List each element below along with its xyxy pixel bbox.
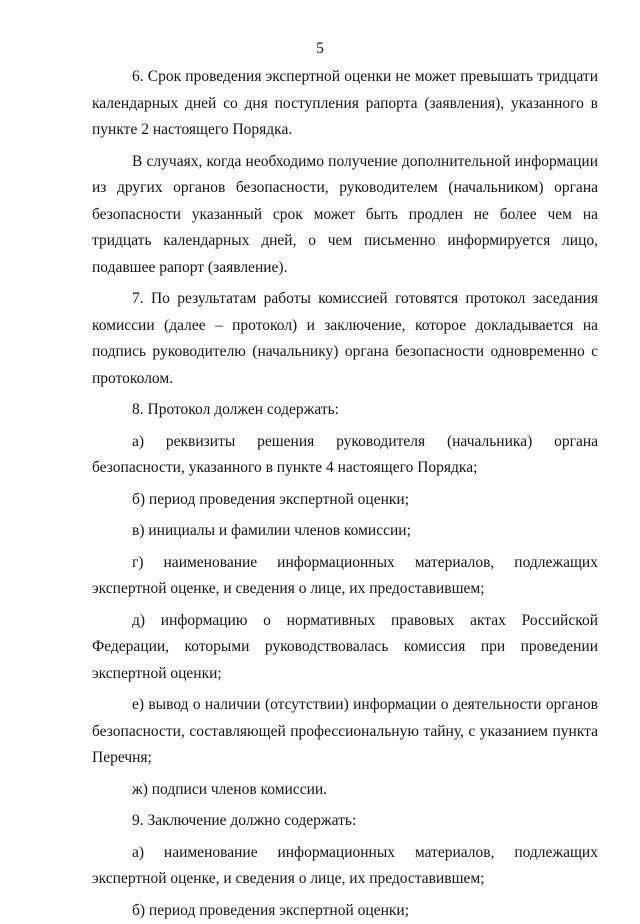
item-8g-first-line bbox=[92, 550, 598, 577]
item-9a-word: а) bbox=[132, 840, 144, 867]
item-9a-first-line bbox=[92, 840, 598, 867]
paragraph-7: 7. По результатам работы комиссией готовятся протокол заседания комиссии (далее – протокол) и заключение, которое докладывается на подпись руководителю (начальнику) органа безопасности одновременно с протоколом. bbox=[92, 286, 598, 392]
item-8v: в) инициалы и фамилии членов комиссии; bbox=[92, 518, 598, 545]
item-9a-word: наименование bbox=[164, 840, 258, 867]
item-8g-word: подлежащих bbox=[514, 550, 598, 577]
item-8g-rest: экспертной оценке, и сведения о лице, их предоставившем; bbox=[92, 576, 598, 603]
item-8d: д) информацию о нормативных правовых актах Российской Федерации, которыми руководствовалась комиссия при проведении экспертной оценки; bbox=[92, 608, 598, 688]
item-9a-rest: экспертной оценке, и сведения о лице, их предоставившем; bbox=[92, 866, 598, 893]
item-8a: а) реквизиты решения руководителя (начальника) органа безопасности, указанного в пункте 4 настоящего Порядка; bbox=[92, 429, 598, 482]
page-number: 5 bbox=[0, 40, 640, 58]
document-body bbox=[92, 64, 598, 924]
item-8g-word: г) bbox=[132, 550, 144, 577]
item-9a bbox=[92, 840, 598, 893]
item-8zh: ж) подписи членов комиссии. bbox=[92, 777, 598, 804]
item-9a-word: материалов, bbox=[415, 840, 495, 867]
paragraph-9: 9. Заключение должно содержать: bbox=[92, 808, 598, 835]
item-9b: б) период проведения экспертной оценки; bbox=[92, 898, 598, 924]
item-8b: б) период проведения экспертной оценки; bbox=[92, 487, 598, 514]
paragraph-6: 6. Срок проведения экспертной оценки не может превышать тридцати календарных дней со дня поступления рапорта (заявления), указанного в пункте 2 настоящего Порядка. bbox=[92, 64, 598, 144]
item-8g-word: информационных bbox=[277, 550, 395, 577]
item-8g bbox=[92, 550, 598, 603]
item-8g-word: материалов, bbox=[415, 550, 495, 577]
paragraph-8: 8. Протокол должен содержать: bbox=[92, 397, 598, 424]
item-8g-word: наименование bbox=[164, 550, 258, 577]
paragraph-6-extension: В случаях, когда необходимо получение дополнительной информации из других органов безопасности, руководителем (начальником) органа безопасности указанный срок может быть продлен не более чем на тридцать календарных дней, о чем письменно информируется лицо, подавшее рапорт (заявление). bbox=[92, 149, 598, 282]
item-9a-word: информационных bbox=[277, 840, 395, 867]
item-9a-word: подлежащих bbox=[514, 840, 598, 867]
item-8e: е) вывод о наличии (отсутствии) информации о деятельности органов безопасности, составляющей профессиональную тайну, с указанием пункта Перечня; bbox=[92, 692, 598, 772]
